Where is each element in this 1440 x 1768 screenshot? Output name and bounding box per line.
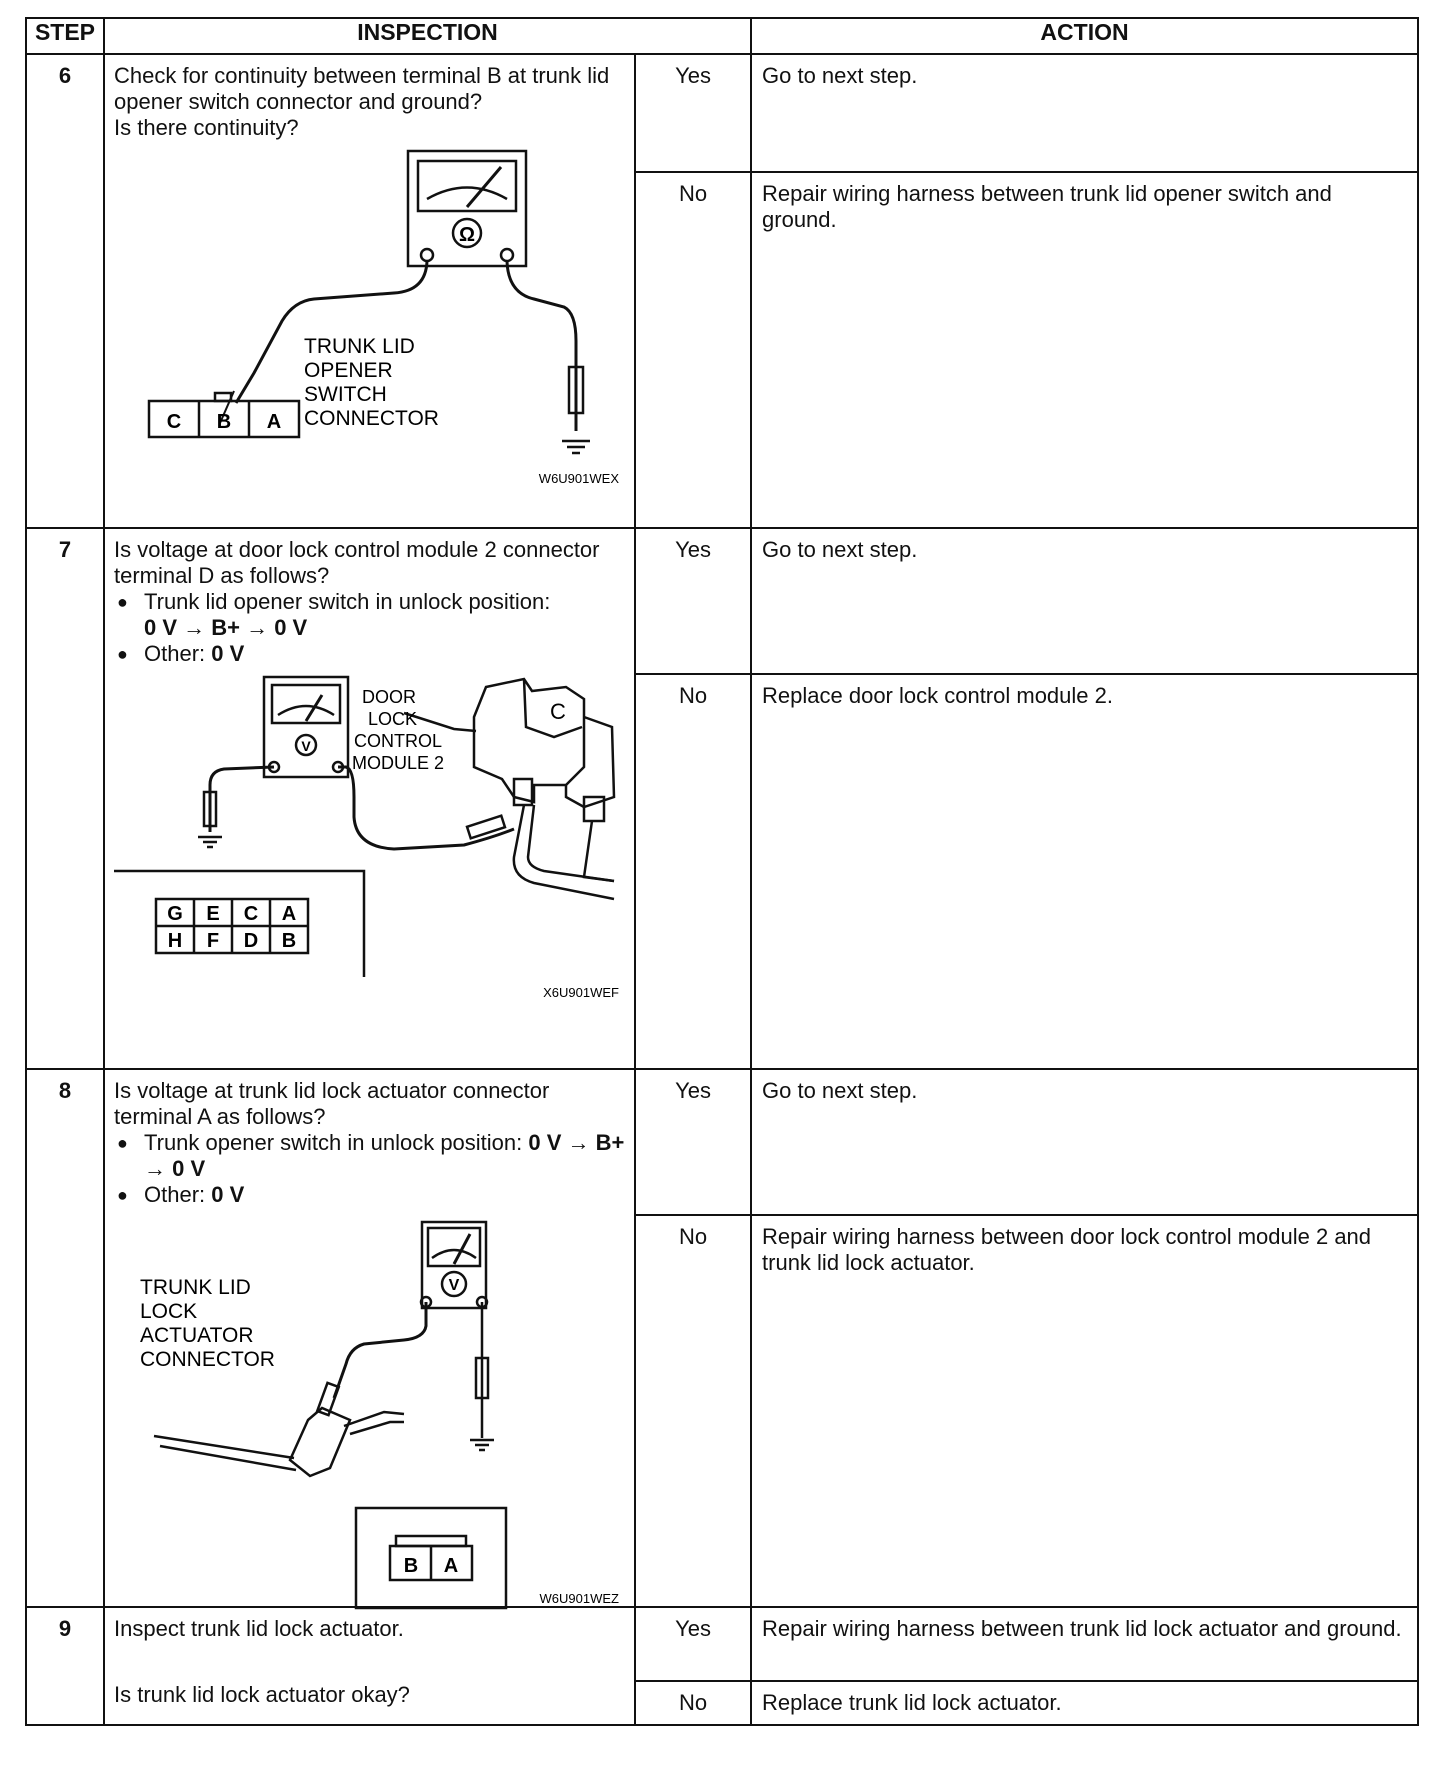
no-label: No xyxy=(635,1681,751,1725)
step-number: 7 xyxy=(26,528,104,1069)
terminal-f: F xyxy=(206,930,220,952)
step-8-yes-row xyxy=(26,1069,1418,1215)
fig-label: CONNECTOR xyxy=(304,407,439,430)
step-7-inspection xyxy=(104,528,635,1069)
no-action: Replace door lock control module 2. xyxy=(751,674,1418,1069)
step-9-yes-row xyxy=(26,1607,1418,1681)
terminal-b: B xyxy=(216,411,232,433)
condition-item: ● Trunk lid opener switch in unlock position: 0 V → B+ → 0 V xyxy=(114,589,626,641)
module-voltage-figure xyxy=(114,667,626,1052)
terminal-g: G xyxy=(167,903,183,925)
terminal-c: C xyxy=(166,411,182,433)
step-6-yes-row xyxy=(26,54,1418,172)
yes-label: Yes xyxy=(635,528,751,674)
step-7-conditions xyxy=(114,589,626,667)
step-number: 6 xyxy=(26,54,104,528)
step-9-question-2: Is trunk lid lock actuator okay? xyxy=(114,1682,410,1707)
header-action: ACTION xyxy=(751,18,1418,54)
module-letter: C xyxy=(550,699,566,724)
no-action: Repair wiring harness between trunk lid opener switch and ground. xyxy=(751,172,1418,528)
yes-action: Repair wiring harness between trunk lid lock actuator and ground. xyxy=(751,1607,1418,1681)
terminal-a: A xyxy=(443,1555,459,1577)
actuator-voltage-figure xyxy=(114,1208,626,1606)
no-label: No xyxy=(635,1215,751,1607)
step-6-inspection xyxy=(104,54,635,528)
actuator-connector-icon xyxy=(290,1408,350,1476)
terminal-b: B xyxy=(281,930,297,952)
no-label: No xyxy=(635,172,751,528)
figure-code: W6U901WEX xyxy=(538,471,619,486)
fig-label: CONTROL xyxy=(354,731,443,751)
terminal-b: B xyxy=(403,1555,419,1577)
fig-label: CONNECTOR xyxy=(140,1348,275,1371)
terminal-e: E xyxy=(206,903,220,925)
yes-label: Yes xyxy=(635,54,751,172)
terminal-c: C xyxy=(243,903,259,925)
step-7-yes-row xyxy=(26,528,1418,674)
condition-item: ● Trunk opener switch in unlock position: 0 V → B+ → 0 V xyxy=(114,1130,626,1182)
fig-label: LOCK xyxy=(368,709,418,729)
fig-label: TRUNK LID xyxy=(140,1276,251,1299)
fig-label: DOOR xyxy=(362,687,416,707)
figure-code: W6U901WEZ xyxy=(539,1591,619,1606)
header-row xyxy=(26,18,1418,54)
step-7-question: Is voltage at door lock control module 2 connector terminal D as follows? xyxy=(114,537,600,588)
fig-label: OPENER xyxy=(304,359,393,382)
volt-symbol: V xyxy=(448,1277,460,1294)
terminal-a: A xyxy=(281,903,297,925)
no-label: No xyxy=(635,674,751,1069)
yes-action: Go to next step. xyxy=(751,1069,1418,1215)
yes-action: Go to next step. xyxy=(751,54,1418,172)
condition-item: ● Other: 0 V xyxy=(114,641,626,667)
step-9-question: Inspect trunk lid lock actuator. xyxy=(114,1616,404,1641)
condition-item: ● Other: 0 V xyxy=(114,1182,626,1208)
header-step: STEP xyxy=(26,18,104,54)
ohm-symbol: Ω xyxy=(458,224,476,246)
yes-label: Yes xyxy=(635,1069,751,1215)
diagnostic-table xyxy=(25,17,1419,1726)
step-9-inspection xyxy=(104,1607,635,1725)
no-action: Replace trunk lid lock actuator. xyxy=(751,1681,1418,1725)
step-8-question: Is voltage at trunk lid lock actuator connector terminal A as follows? xyxy=(114,1078,550,1129)
fig-label: SWITCH xyxy=(304,383,387,406)
header-inspection: INSPECTION xyxy=(104,18,751,54)
step-number: 9 xyxy=(26,1607,104,1725)
no-action: Repair wiring harness between door lock control module 2 and trunk lid lock actuator. xyxy=(751,1215,1418,1607)
figure-code: X6U901WEF xyxy=(543,985,619,1000)
step-number: 8 xyxy=(26,1069,104,1607)
yes-label: Yes xyxy=(635,1607,751,1681)
fig-label: LOCK xyxy=(140,1300,198,1323)
terminal-d: D xyxy=(243,930,259,952)
fig-label: TRUNK LID xyxy=(304,335,415,358)
continuity-test-figure xyxy=(114,141,626,491)
fig-label: ACTUATOR xyxy=(140,1324,254,1347)
fig-label: MODULE 2 xyxy=(352,753,445,773)
door-lock-module-icon xyxy=(474,679,584,802)
step-6-question-2: Is there continuity? xyxy=(114,115,299,140)
terminal-a: A xyxy=(266,411,282,433)
step-8-conditions xyxy=(114,1130,626,1208)
terminal-h: H xyxy=(167,930,183,952)
step-8-inspection xyxy=(104,1069,635,1607)
volt-symbol: V xyxy=(301,738,311,754)
step-6-question: Check for continuity between terminal B at trunk lid opener switch connector and ground? xyxy=(114,63,610,114)
yes-action: Go to next step. xyxy=(751,528,1418,674)
